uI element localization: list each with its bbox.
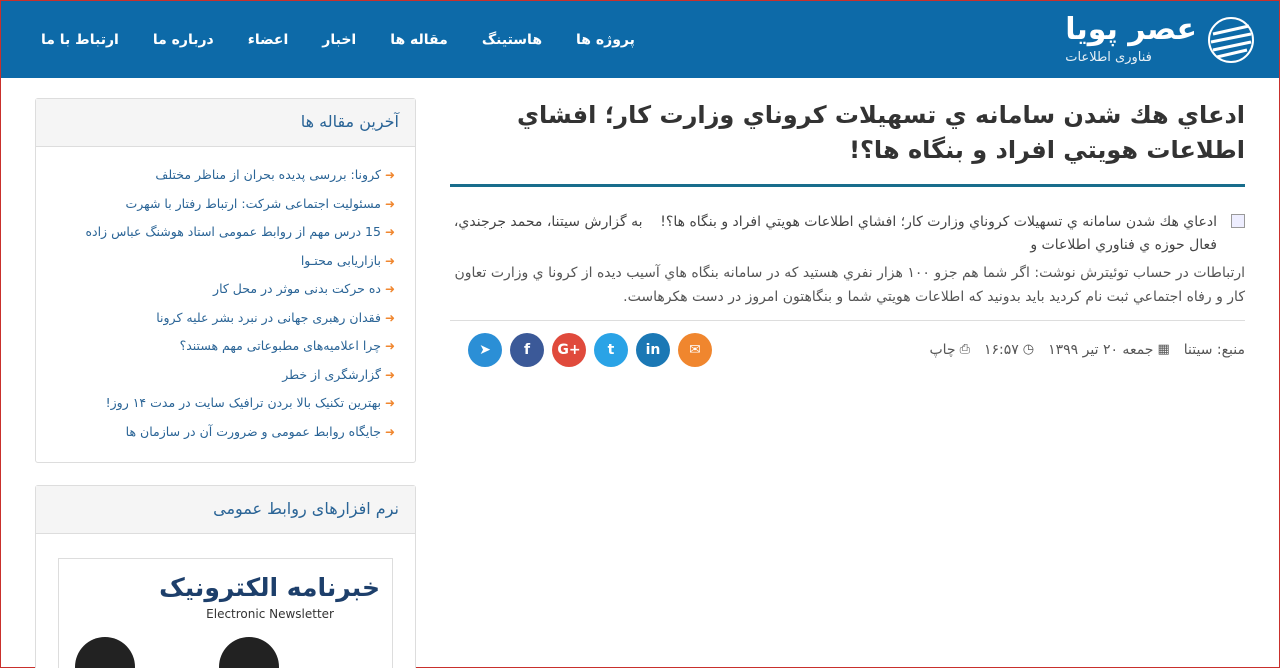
article-title: ادعاي هك شدن سامانه ي تسهيلات كروناي وزارت كار؛ افشاي اطلاعات هويتي افراد و بنگاه ها؟! — [450, 98, 1245, 187]
list-item[interactable]: ➜گزارشگری از خطر — [282, 366, 395, 382]
newsletter-title: خبرنامه الکترونیک — [159, 573, 380, 602]
arrow-left-icon: ➜ — [384, 424, 395, 439]
article-column — [450, 98, 1245, 668]
list-item[interactable]: ➜15 درس مهم از روابط عمومی استاد هوشنگ عباس زاده — [85, 224, 395, 239]
article-paragraph: ارتباطات در حساب توئيترش نوشت: اگر شما هم جزو ۱۰۰ هزار نفري هستيد كه در سامانه بنگاه هاي آسيب ديده از كرونا ي وزارت تعاون كار و رفاه اجتماعي ثبت نام كرديد بايد بدونيد كه اطلاعات هويتي شما و بنگاهتون امروز در دست هكرهاست. — [454, 265, 1245, 305]
pr-software-title: نرم افزارهای روابط عمومی — [36, 486, 415, 534]
telegram-icon[interactable]: ➤ — [468, 333, 502, 367]
logo-title: عصر پویا — [1065, 12, 1197, 47]
article-time: ۱۶:۵۷ — [983, 341, 1019, 358]
email-icon[interactable]: ✉ — [678, 333, 712, 367]
google-plus-icon[interactable]: G+ — [552, 333, 586, 367]
newsletter-subtitle: Electronic Newsletter — [206, 607, 334, 621]
microphone-icon — [219, 637, 279, 668]
print-button[interactable] — [929, 342, 970, 358]
pr-software-panel — [35, 485, 416, 668]
article-meta — [929, 342, 1245, 358]
arrow-left-icon: ➜ — [384, 282, 395, 296]
nav-about[interactable]: درباره ما — [152, 31, 214, 48]
arrow-left-icon: ➜ — [384, 339, 395, 353]
list-item[interactable]: ➜بازاریابی محتـوا — [300, 252, 395, 268]
clock-icon: ◷ — [1022, 342, 1035, 358]
latest-articles-panel — [35, 98, 416, 463]
facebook-icon[interactable]: f — [510, 333, 544, 367]
list-item[interactable]: ➜کرونا: بررسی پدیده بحران از مناظر مختلف — [155, 167, 395, 182]
article-body — [450, 211, 1245, 310]
article-date: جمعه ۲۰ تیر ۱۳۹۹ — [1048, 341, 1154, 358]
list-item[interactable]: ➜چرا اعلامیه‌های مطبوعاتی مهم هستند؟ — [179, 338, 395, 353]
arrow-left-icon: ➜ — [384, 225, 395, 239]
newsletter-banner[interactable] — [58, 558, 393, 668]
share-buttons — [450, 333, 712, 367]
site-logo[interactable] — [1065, 12, 1255, 65]
arrow-left-icon: ➜ — [384, 310, 395, 325]
list-item[interactable]: ➜ده حرکت بدنی موثر در محل کار — [213, 281, 395, 296]
sidebar — [35, 98, 416, 668]
list-item[interactable]: ➜بهترین تکنیک بالا بردن ترافیک سایت در مدت ۱۴ روز! — [105, 395, 395, 410]
page-content — [1, 78, 1279, 668]
main-nav — [41, 32, 635, 48]
logo-subtitle: فناوری اطلاعات — [1065, 50, 1152, 65]
article-image — [1231, 211, 1245, 259]
article-lead-text: به گزارش سيتنا، محمد جرجندي، فعال حوزه ي فناوري اطلاعات و — [453, 213, 1217, 254]
nav-projects[interactable]: پروژه ها — [576, 31, 635, 48]
nav-contact[interactable]: ارتباط با ما — [41, 31, 119, 48]
latest-articles-list — [56, 161, 395, 446]
calendar-icon: ▦ — [1157, 342, 1170, 358]
arrow-left-icon: ➜ — [384, 253, 395, 268]
site-header — [1, 1, 1279, 78]
list-item[interactable]: ➜فقدان رهبری جهانی در نبرد بشر علیه کرونا — [156, 309, 395, 325]
list-item[interactable]: ➜مسئولیت اجتماعی شرکت: ارتباط رفتار با شهرت — [125, 195, 395, 211]
article-lead — [450, 211, 1217, 259]
arrow-left-icon: ➜ — [384, 196, 395, 211]
linkedin-icon[interactable]: in — [636, 333, 670, 367]
nav-news[interactable]: اخبار — [322, 31, 357, 48]
article-source: منبع: سیتنا — [1183, 341, 1245, 358]
nav-members[interactable]: اعضاء — [247, 31, 289, 48]
arrow-left-icon: ➜ — [384, 396, 395, 410]
print-label: چاپ — [929, 341, 956, 358]
latest-articles-title: آخرین مقاله ها — [36, 99, 415, 147]
microphone-icon — [75, 637, 135, 668]
broken-image-icon — [1231, 214, 1245, 228]
list-item[interactable]: ➜جایگاه روابط عمومی و ضرورت آن در سازمان ها — [125, 423, 395, 439]
article-meta-bar — [450, 320, 1245, 367]
arrow-left-icon: ➜ — [384, 367, 395, 382]
nav-articles[interactable]: مقاله ها — [390, 31, 448, 48]
nav-hosting[interactable]: هاستینگ — [481, 31, 543, 48]
twitter-icon[interactable]: t — [594, 333, 628, 367]
print-icon: ⎙ — [959, 342, 970, 358]
image-alt-text: ادعاي هك شدن سامانه ي تسهيلات كروناي وزارت كار؛ افشاي اطلاعات هويتي افراد و بنگاه ها؟! — [660, 213, 1217, 230]
arrow-left-icon: ➜ — [384, 168, 395, 182]
logo-globe-icon — [1207, 16, 1255, 64]
